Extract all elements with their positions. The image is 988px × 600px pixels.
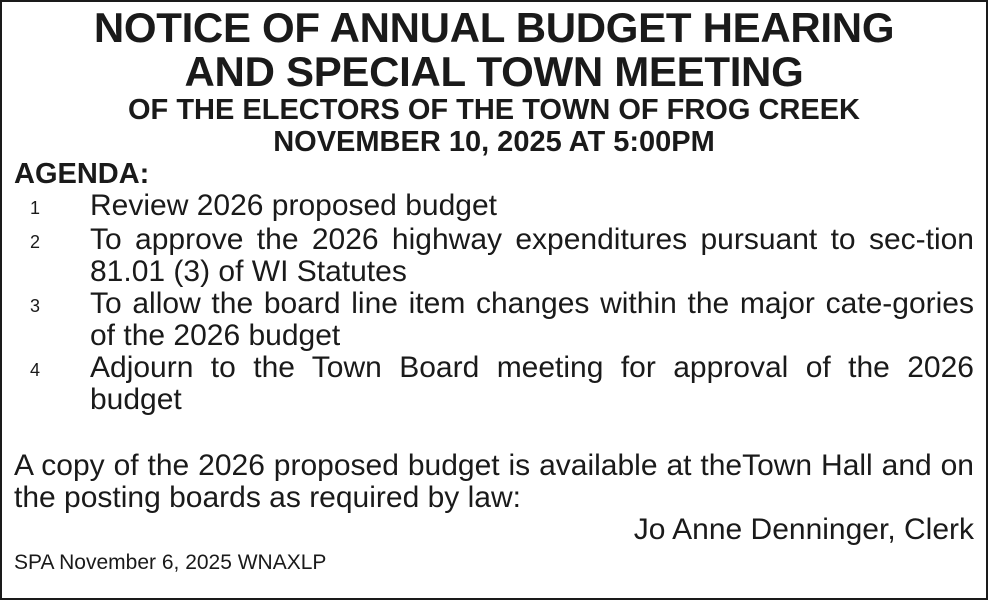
agenda-item-number: 2 [30,232,41,252]
agenda-item [14,288,974,352]
agenda-heading: AGENDA: [14,158,150,190]
title-line-2: AND SPECIAL TOWN MEETING [184,48,804,95]
meeting-date-line: NOVEMBER 10, 2025 AT 5:00PM [273,126,715,158]
notice-title [14,6,974,94]
agenda-item [14,352,974,416]
clerk-signature: Jo Anne Denninger, Clerk [633,513,974,546]
agenda-item [14,224,974,288]
publication-line: SPA November 6, 2025 WNAXLP [14,551,327,574]
agenda-item-number: 4 [30,360,41,380]
agenda-item [14,190,974,224]
agenda-item-number: 3 [30,296,41,316]
agenda-item-text: To allow the board line item changes within the major cate-gories of the 2026 budget [90,287,974,352]
agenda-item-number: 1 [30,198,41,218]
subtitle-line-1: OF THE ELECTORS OF THE TOWN OF FROG CREEK [128,94,860,126]
agenda-item-text: To approve the 2026 highway expenditures pursuant to sec-tion 81.01 (3) of WI Statutes [90,223,974,288]
agenda-item-text: Review 2026 proposed budget [90,189,497,222]
agenda-list [14,190,974,416]
title-line-1: NOTICE OF ANNUAL BUDGET HEARING [93,4,895,51]
agenda-item-text: Adjourn to the Town Board meeting for approval of the 2026 budget [90,351,974,416]
budget-availability-text: A copy of the 2026 proposed budget is available at theTown Hall and on the posting boards as required by law: [14,449,974,514]
notice-subtitle [14,94,974,158]
